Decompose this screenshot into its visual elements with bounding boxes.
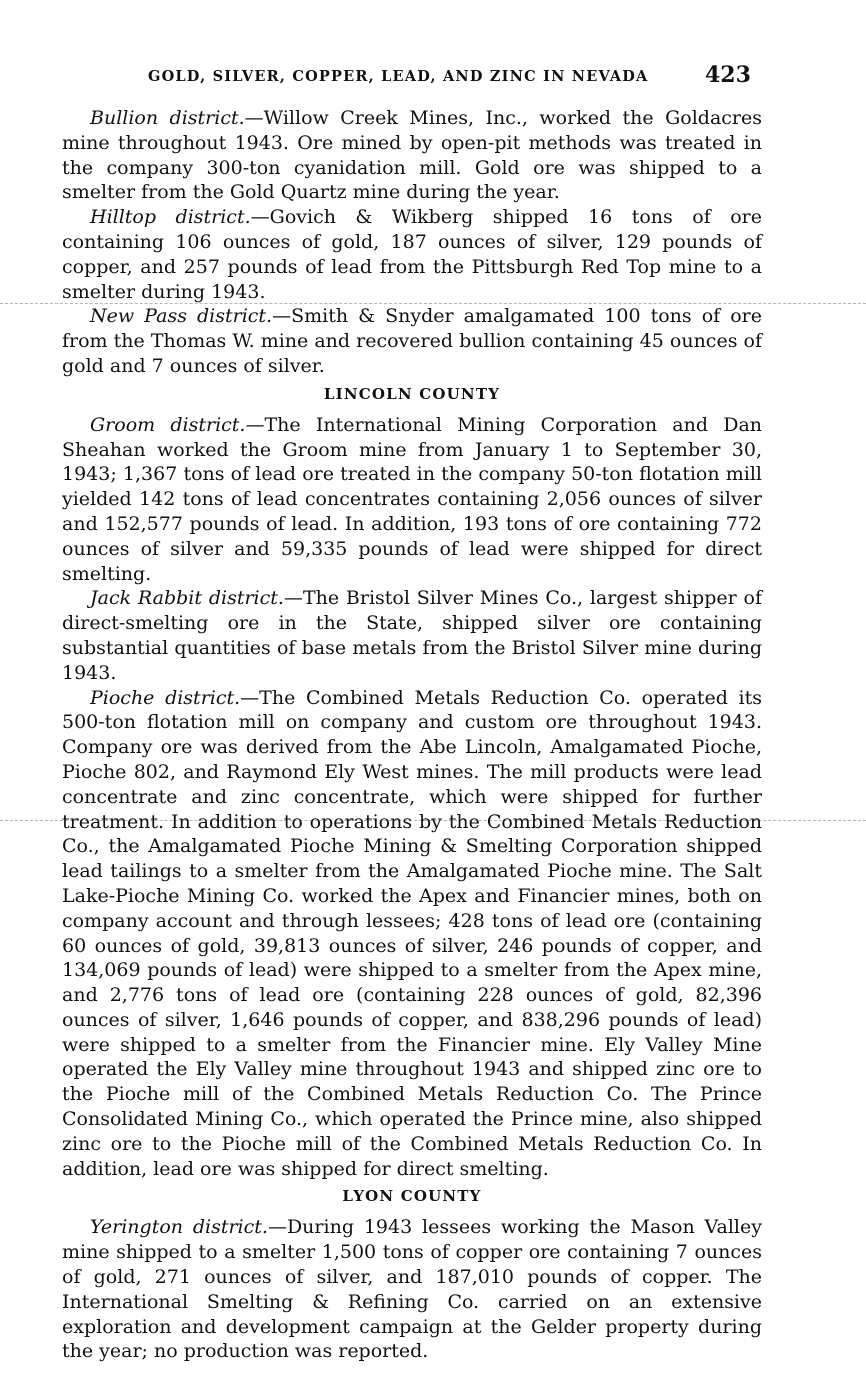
section-heading-lincoln-county: LINCOLN COUNTY <box>323 384 501 403</box>
district-name: Hilltop district. <box>90 206 251 229</box>
district-name: Jack Rabbit district. <box>90 587 284 610</box>
paragraph-text: —Govich & Wikberg shipped 16 tons of ore containing 106 ounces of gold, 187 ounces of silver, 129 pounds of copper, and 257 pounds of lead from the Pittsburgh Red Top mine to a smelter during 1943. <box>62 206 763 303</box>
paragraph-text: —Willow Creek Mines, Inc., worked the Goldacres mine throughout 1943. Ore mined by open-pit methods was treated in the company 300-ton cyanidation mill. Gold ore was shipped to a smelter from the Gold Quartz mine during the year. <box>62 107 762 204</box>
running-title: GOLD, SILVER, COPPER, LEAD, AND ZINC IN NEVADA <box>148 68 649 85</box>
district-name: Pioche district. <box>90 686 241 709</box>
paragraph-groom <box>62 413 762 587</box>
paragraph-text: —The Bristol Silver Mines Co., largest shipper of direct-smelting ore in the State, shipped silver ore containing substantial quantities of base metals from the Bristol Silver mine during 1943. <box>62 587 762 684</box>
paragraph-text: —Smith & Snyder amalgamated 100 tons of ore from the Thomas W. mine and recovered bullion containing 45 ounces of gold and 7 ounces of silver. <box>62 305 762 377</box>
paragraph-new-pass <box>62 304 762 378</box>
paragraph-bullion <box>62 106 762 205</box>
page-number: 423 <box>705 62 751 88</box>
district-name: New Pass district. <box>90 305 273 328</box>
paragraph-text: —The Combined Metals Reduction Co. operated its 500-ton flotation mill on company and custom ore throughout 1943. Company ore was derived from the Abe Lincoln, Amalgamated Pioche, Pioche 802, and Raymond Ely West mines. The mill products were lead concentrate and zinc concentrate, which were shipped for further treatment. In addition to operations by the Combined Metals Reduction Co., the Amalgamated Pioche Mining & Smelting Corporation shipped lead tailings to a smelter from the Amalgamated Pioche mine. The Salt Lake-Pioche Mining Co. worked the Apex and Financier mines, both on company account and through lessees; 428 tons of lead ore (containing 60 ounces of gold, 39,813 ounces of silver, 246 pounds of copper, and 134,069 pounds of lead) were shipped to a smelter from the Apex mine, and 2,776 tons of lead ore (containing 228 ounces of gold, 82,396 ounces of silver, 1,646 pounds of copper, and 838,296 pounds of lead) were shipped to a smelter from the Financier mine. Ely Valley Mine operated the Ely Valley mine throughout 1943 and shipped zinc ore to the Pioche mill of the Combined Metals Reduction Co. The Prince Consolidated Mining Co., which operated the Prince mine, also shipped zinc ore to the Pioche mill of the Combined Metals Reduction Co. In addition, lead ore was shipped for direct smelting. <box>62 686 762 1180</box>
running-head <box>0 62 866 92</box>
paragraph-text: —During 1943 lessees working the Mason Valley mine shipped to a smelter 1,500 tons of copper ore containing 7 ounces of gold, 271 ounces of silver, and 187,010 pounds of copper. The International Smelting & Refining Co. carried on an extensive exploration and development campaign at the Gelder property during the year; no production was reported. <box>62 1216 762 1363</box>
paragraph-pioche <box>62 686 762 1182</box>
paragraph-yerington <box>62 1215 762 1364</box>
paragraph-hilltop <box>62 205 762 304</box>
body-text <box>62 106 762 1364</box>
paragraph-text: —The International Mining Corporation and Dan Sheahan worked the Groom mine from January 1 to September 30, 1943; 1,367 tons of lead ore treated in the company 50-ton flotation mill yielded 142 tons of lead concentrates containing 2,056 ounces of silver and 152,577 pounds of lead. In addition, 193 tons of ore containing 772 ounces of silver and 59,335 pounds of lead were shipped for direct smelting. <box>62 413 763 585</box>
paragraph-jack-rabbit <box>62 586 762 685</box>
section-heading-lyon-county: LYON COUNTY <box>342 1187 482 1206</box>
district-name: Groom district. <box>90 413 246 436</box>
district-name: Yerington district. <box>90 1216 268 1239</box>
district-name: Bullion district. <box>90 107 245 129</box>
